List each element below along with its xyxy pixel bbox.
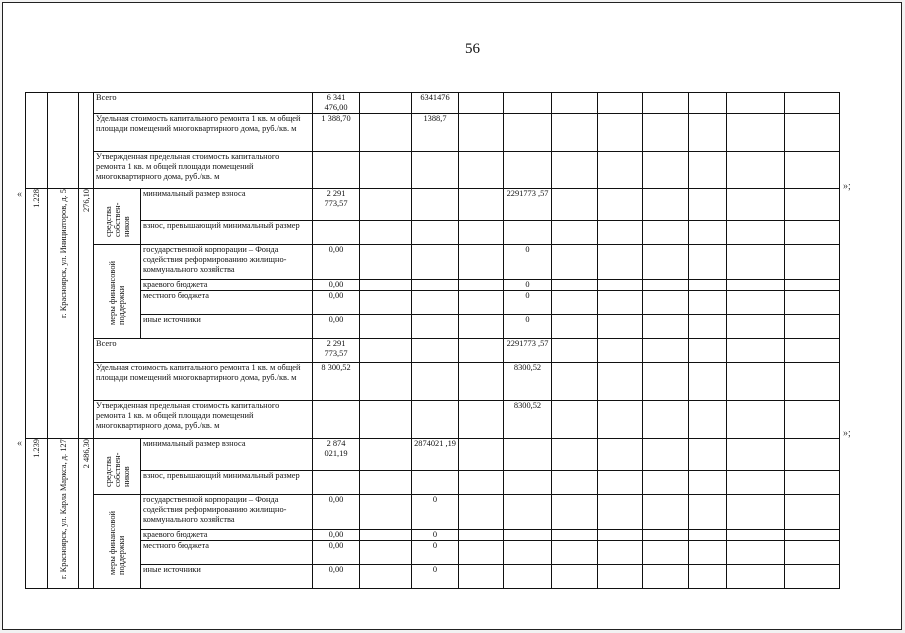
table-row [26, 152, 840, 189]
table-row [26, 439, 840, 471]
b228-unit-value: 8 300,52 [313, 363, 360, 401]
b228-min-fee-col3: 2291773 ,57 [504, 189, 552, 221]
row-label-unit-cost: Удельная стоимость капитального ремонта 1 кв. м общей площади помещений многоквартирного дома, руб./кв. м [94, 114, 313, 152]
item-area-228: 276,10 [79, 189, 94, 439]
row-label-min-fee: минимальный размер взноса [141, 439, 313, 471]
b239-state-corp-col2: 0 [412, 495, 459, 530]
owners-funds-label: средства собствен- ников [94, 189, 141, 245]
table-row [26, 541, 840, 565]
quote-close-228: »; [843, 428, 851, 439]
item-address-228: г. Красноярск, ул. Инициаторов, д. 5 [48, 189, 79, 439]
table-row [26, 471, 840, 495]
item-area-239: 2 486,30 [79, 439, 94, 589]
top-total-value: 6 341 476,00 [313, 93, 360, 114]
document-page [2, 2, 902, 630]
b239-local-col2: 0 [412, 541, 459, 565]
row-label-max-cost: Утвержденная предельная стоимость капитального ремонта 1 кв. м общей площади помещений многоквартирного дома, руб./кв. м [94, 152, 313, 189]
b239-min-fee-value: 2 874 021,19 [313, 439, 360, 471]
b239-min-fee-col2: 2874021 ,19 [412, 439, 459, 471]
row-label-local: местного бюджета [141, 541, 313, 565]
top-total-col2: 6341476 [412, 93, 459, 114]
item-index-239: 1.239 [26, 439, 48, 589]
b228-total-value: 2 291 773,57 [313, 339, 360, 363]
row-label-regional: краевого бюджета [141, 280, 313, 291]
row-label-total: Всего [94, 93, 313, 114]
b228-other-col3: 0 [504, 315, 552, 339]
capital-repair-table [25, 92, 840, 589]
cell [26, 93, 48, 189]
table-row [26, 280, 840, 291]
table-row [26, 315, 840, 339]
b228-regional-col3: 0 [504, 280, 552, 291]
b228-state-corp-value: 0,00 [313, 245, 360, 280]
b239-regional-value: 0,00 [313, 530, 360, 541]
row-label-state-corp: государственной корпорации – Фонда содействия реформированию жилищно-коммунального хозяйства [141, 245, 313, 280]
owners-funds-label: средства собствен- ников [94, 439, 141, 495]
item-index-228: 1.228 [26, 189, 48, 439]
b239-other-col2: 0 [412, 565, 459, 589]
row-label-over-min-fee: взнос, превышающий минимальный размер [141, 221, 313, 245]
b228-local-value: 0,00 [313, 291, 360, 315]
table-row [26, 363, 840, 401]
row-label-unit-cost: Удельная стоимость капитального ремонта 1 кв. м общей площади помещений многоквартирного дома, руб./кв. м [94, 363, 313, 401]
page-number: 56 [465, 41, 480, 57]
table-row [26, 339, 840, 363]
top-unit-value: 1 388,70 [313, 114, 360, 152]
row-label-other: иные источники [141, 315, 313, 339]
b228-max-col3: 8300,52 [504, 401, 552, 439]
row-label-over-min-fee: взнос, превышающий минимальный размер [141, 471, 313, 495]
b228-total-col3: 2291773 ,57 [504, 339, 552, 363]
b228-local-col3: 0 [504, 291, 552, 315]
b239-state-corp-value: 0,00 [313, 495, 360, 530]
b228-regional-value: 0,00 [313, 280, 360, 291]
b228-unit-col3: 8300,52 [504, 363, 552, 401]
b239-regional-col2: 0 [412, 530, 459, 541]
table-row [26, 114, 840, 152]
b239-other-value: 0,00 [313, 565, 360, 589]
table-row [26, 245, 840, 280]
top-unit-col2: 1388,7 [412, 114, 459, 152]
quote-open-228: « [17, 189, 22, 200]
row-label-total: Всего [94, 339, 313, 363]
table-row [26, 530, 840, 541]
table-row [26, 221, 840, 245]
row-label-regional: краевого бюджета [141, 530, 313, 541]
quote-close-top: »; [843, 181, 851, 192]
row-label-state-corp: государственной корпорации – Фонда содействия реформированию жилищно-коммунального хозяйства [141, 495, 313, 530]
table-row [26, 189, 840, 221]
table-row [26, 401, 840, 439]
b239-local-value: 0,00 [313, 541, 360, 565]
table-row [26, 93, 840, 114]
item-address-239: г. Красноярск, ул. Карла Маркса, д. 127 [48, 439, 79, 589]
row-label-local: местного бюджета [141, 291, 313, 315]
b228-other-value: 0,00 [313, 315, 360, 339]
cell [79, 93, 94, 189]
row-label-other: иные источники [141, 565, 313, 589]
b228-state-corp-col3: 0 [504, 245, 552, 280]
row-label-min-fee: минимальный размер взноса [141, 189, 313, 221]
support-label: меры финансовой поддержки [94, 245, 141, 339]
row-label-max-cost: Утвержденная предельная стоимость капитального ремонта 1 кв. м общей площади помещений многоквартирного дома, руб./кв. м [94, 401, 313, 439]
support-label: меры финансовой поддержки [94, 495, 141, 589]
quote-open-239: « [17, 438, 22, 449]
b228-min-fee-value: 2 291 773,57 [313, 189, 360, 221]
table-row [26, 565, 840, 589]
cell [48, 93, 79, 189]
table-row [26, 291, 840, 315]
table-row [26, 495, 840, 530]
